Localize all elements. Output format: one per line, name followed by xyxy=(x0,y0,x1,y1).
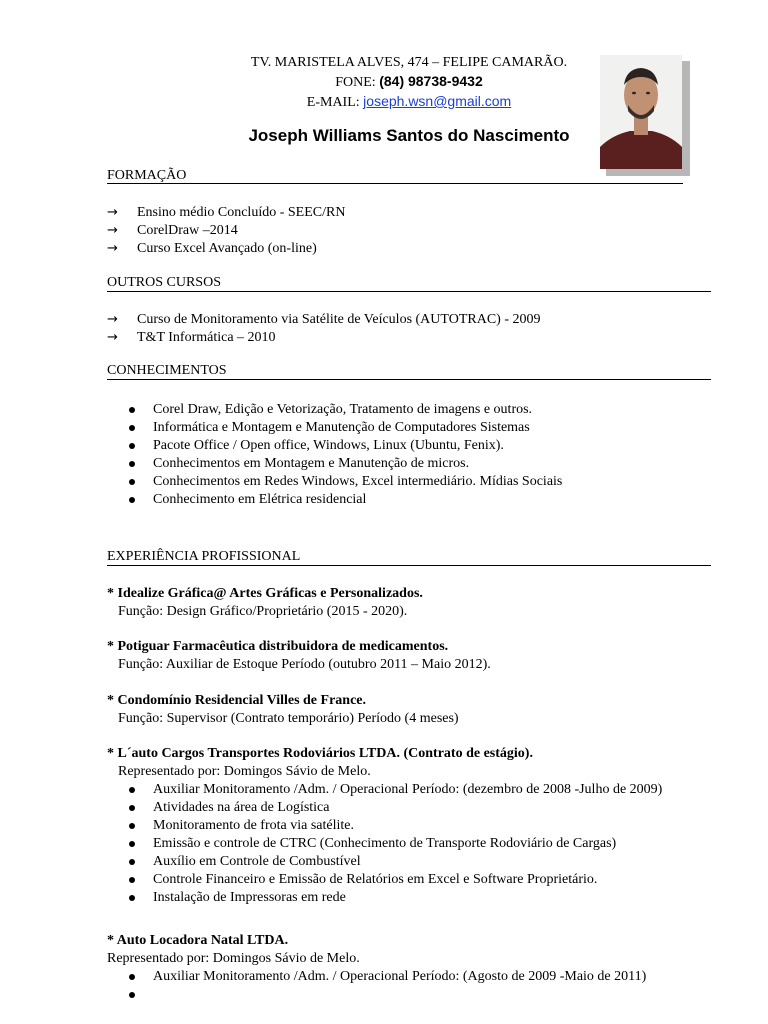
list-item: Atividades na área de Logística xyxy=(107,799,662,817)
candidate-name: Joseph Williams Santos do Nascimento xyxy=(248,126,570,145)
email-link[interactable]: joseph.wsn@gmail.com xyxy=(363,93,512,109)
bullet-icon xyxy=(129,425,135,431)
bullet-icon xyxy=(129,974,135,980)
email-label: E-MAIL: xyxy=(306,95,364,110)
section-rule xyxy=(107,183,683,184)
bullet-icon xyxy=(129,497,135,503)
arrow-icon: → xyxy=(107,241,118,256)
section-title-conhecimentos: CONHECIMENTOS xyxy=(107,363,227,378)
job-entry xyxy=(107,932,646,1004)
formacao-list xyxy=(107,204,345,258)
section-title-experiencia: EXPERIÊNCIA PROFISSIONAL xyxy=(107,549,301,564)
list-item: Informática e Montagem e Manutenção de Computadores Sistemas xyxy=(107,419,562,437)
list-item: Monitoramento de frota via satélite. xyxy=(107,817,662,835)
job-role: Função: Design Gráfico/Proprietário (2015 - 2020). xyxy=(118,604,408,619)
list-item: → Curso de Monitoramento via Satélite de Veículos (AUTOTRAC) - 2009 xyxy=(107,312,541,327)
job-entry xyxy=(107,692,459,728)
list-item: Auxílio em Controle de Combustível xyxy=(107,853,662,871)
section-rule xyxy=(107,379,711,380)
job-entry xyxy=(107,585,423,621)
profile-photo xyxy=(600,55,682,169)
job-role: Função: Auxiliar de Estoque Período (outubro 2011 – Maio 2012). xyxy=(118,657,491,672)
job-title: * Idealize Gráfica@ Artes Gráficas e Personalizados. xyxy=(107,586,423,601)
list-item: Auxiliar Monitoramento /Adm. / Operacional Período: (dezembro de 2008 -Julho de 2009) xyxy=(107,781,662,799)
arrow-icon: → xyxy=(107,205,118,220)
list-item: Conhecimento em Elétrica residencial xyxy=(107,491,562,509)
job-role: Representado por: Domingos Sávio de Melo. xyxy=(107,951,360,966)
list-item: Corel Draw, Edição e Vetorização, Tratamento de imagens e outros. xyxy=(107,401,562,419)
job-title: * Potiguar Farmacêutica distribuidora de medicamentos. xyxy=(107,639,449,654)
arrow-icon: → xyxy=(107,330,118,345)
list-item: → T&T Informática – 2010 xyxy=(107,330,276,345)
list-item xyxy=(107,986,646,1004)
phone-label: FONE: xyxy=(335,75,380,90)
list-item: Pacote Office / Open office, Windows, Linux (Ubuntu, Fenix). xyxy=(107,437,562,455)
list-item: Controle Financeiro e Emissão de Relatórios em Excel e Software Proprietário. xyxy=(107,871,662,889)
arrow-icon: → xyxy=(107,223,118,238)
job-title: * Condomínio Residencial Villes de France. xyxy=(107,693,366,708)
bullet-icon xyxy=(129,841,135,847)
job-role: Função: Supervisor (Contrato temporário) Período (4 meses) xyxy=(118,711,459,726)
list-item: Auxiliar Monitoramento /Adm. / Operacional Período: (Agosto de 2009 -Maio de 2011) xyxy=(107,968,646,986)
outros-list xyxy=(107,311,540,347)
list-item: → Ensino médio Concluído - SEEC/RN xyxy=(107,205,346,220)
bullet-icon xyxy=(129,443,135,449)
bullet-icon xyxy=(129,407,135,413)
bullet-icon xyxy=(129,877,135,883)
list-item: → Curso Excel Avançado (on-line) xyxy=(107,241,317,256)
list-item: → CorelDraw –2014 xyxy=(107,223,238,238)
section-rule xyxy=(107,291,711,292)
list-item: Conhecimentos em Redes Windows, Excel intermediário. Mídias Sociais xyxy=(107,473,562,491)
bullet-icon xyxy=(129,787,135,793)
bullet-icon xyxy=(129,461,135,467)
section-rule xyxy=(107,565,711,566)
phone: (84) 98738-9432 xyxy=(379,73,483,89)
arrow-icon: → xyxy=(107,312,118,327)
job-entry xyxy=(107,745,662,907)
list-item: Emissão e controle de CTRC (Conhecimento de Transporte Rodoviário de Cargas) xyxy=(107,835,662,853)
job-title: * L´auto Cargos Transportes Rodoviários LTDA. (Contrato de estágio). xyxy=(107,746,533,761)
bullet-icon xyxy=(129,859,135,865)
list-item: Conhecimentos em Montagem e Manutenção de micros. xyxy=(107,455,562,473)
bullet-icon xyxy=(129,823,135,829)
job-entry xyxy=(107,638,491,674)
bullet-icon xyxy=(129,479,135,485)
section-title-formacao: FORMAÇÃO xyxy=(107,168,187,183)
job-role: Representado por: Domingos Sávio de Melo. xyxy=(118,764,371,779)
section-title-outros: OUTROS CURSOS xyxy=(107,275,221,290)
bullet-icon xyxy=(129,992,135,998)
list-item: Instalação de Impressoras em rede xyxy=(107,889,662,907)
address: TV. MARISTELA ALVES, 474 – FELIPE CAMARÃO. xyxy=(250,55,568,70)
bullet-icon xyxy=(129,805,135,811)
bullet-icon xyxy=(129,895,135,901)
job-title: * Auto Locadora Natal LTDA. xyxy=(107,933,289,948)
conhecimentos-list xyxy=(107,401,562,509)
